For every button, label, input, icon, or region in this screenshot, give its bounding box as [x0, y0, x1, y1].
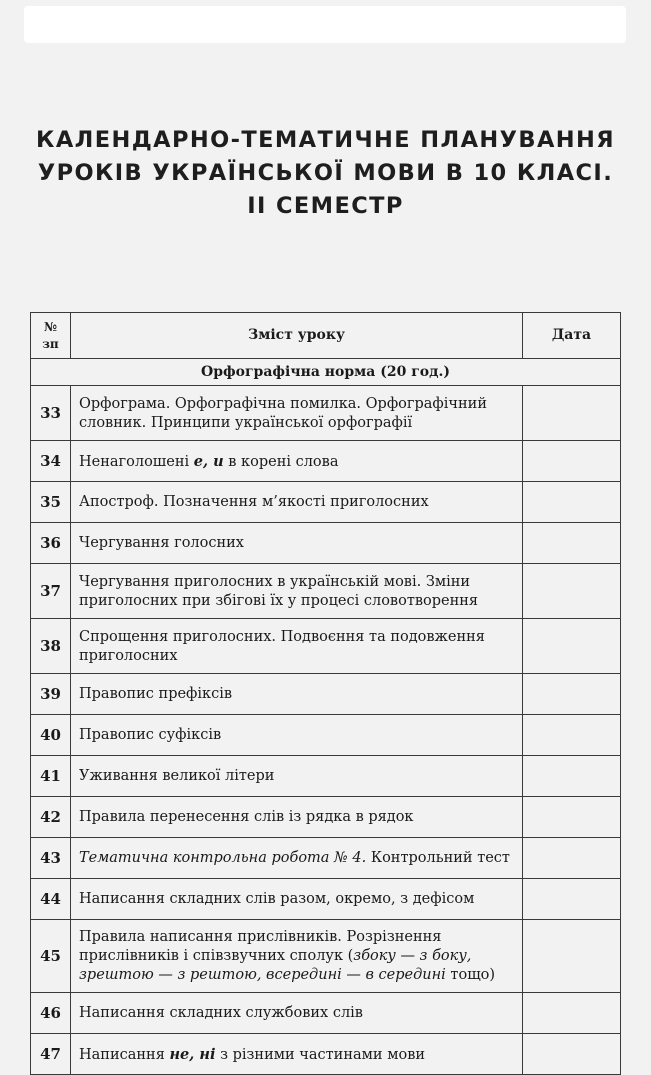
row-date [523, 482, 621, 523]
table-row [31, 879, 621, 920]
topic-text: тощо) [445, 967, 496, 983]
table-row [31, 1034, 621, 1075]
row-number: 33 [31, 386, 71, 441]
row-topic: Апостроф. Позначення м’якості приголосних [71, 482, 523, 523]
row-number: 35 [31, 482, 71, 523]
row-topic: Уживання великої літери [71, 756, 523, 797]
header-date: Дата [523, 313, 621, 359]
topic-emphasis: не, ні [169, 1045, 216, 1063]
header-topic: Зміст уроку [71, 313, 523, 359]
table-row [31, 797, 621, 838]
row-number: 39 [31, 674, 71, 715]
row-number: 43 [31, 838, 71, 879]
section-row [31, 359, 621, 386]
table-row [31, 619, 621, 674]
row-date [523, 386, 621, 441]
row-date [523, 564, 621, 619]
row-number: 46 [31, 993, 71, 1034]
header-number-sign: № [43, 319, 58, 334]
topic-text: Ненаголошені [79, 453, 194, 470]
page-title [0, 124, 651, 223]
row-date [523, 993, 621, 1034]
table-row [31, 441, 621, 482]
row-date [523, 441, 621, 482]
row-number: 38 [31, 619, 71, 674]
header-number-abbr: зп [42, 336, 59, 351]
row-topic: Написання складних службових слів [71, 993, 523, 1034]
table-row [31, 715, 621, 756]
topic-italic: збоку — з боку, [353, 948, 472, 964]
table-header-row [31, 313, 621, 359]
row-topic: Правопис префіксів [71, 674, 523, 715]
row-date [523, 674, 621, 715]
table-row [31, 674, 621, 715]
row-number: 47 [31, 1034, 71, 1075]
title-line-3: ІІ СЕМЕСТР [247, 193, 404, 219]
topic-emphasis: е, и [193, 452, 224, 470]
topic-line: словник. Принципи української орфографії [79, 414, 413, 431]
topic-italic: Тематична контрольна робота № 4. [79, 850, 367, 866]
row-topic [71, 441, 523, 482]
row-topic [71, 838, 523, 879]
topic-text: в корені слова [223, 453, 339, 470]
table-row [31, 386, 621, 441]
row-number: 40 [31, 715, 71, 756]
table-row [31, 756, 621, 797]
row-topic [71, 386, 523, 441]
row-topic: Написання складних слів разом, окремо, з дефісом [71, 879, 523, 920]
header-number [31, 313, 71, 359]
row-date [523, 920, 621, 993]
topic-text: Контрольний тест [366, 850, 510, 866]
row-topic [71, 564, 523, 619]
title-line-2: УРОКІВ УКРАЇНСЬКОЇ МОВИ В 10 КЛАСІ. [37, 160, 614, 186]
topic-line: Орфограма. Орфографічна помилка. Орфографічний [79, 395, 487, 412]
row-topic: Правопис суфіксів [71, 715, 523, 756]
row-topic: Правила перенесення слів із рядка в рядок [71, 797, 523, 838]
top-bar [24, 6, 626, 43]
table-row [31, 523, 621, 564]
topic-line: приголосних при збігові їх у процесі словотворення [79, 592, 479, 609]
topic-line: Чергування приголосних в українській мові. Зміни [79, 573, 471, 590]
row-date [523, 619, 621, 674]
row-number: 36 [31, 523, 71, 564]
table-row [31, 564, 621, 619]
row-topic: Чергування голосних [71, 523, 523, 564]
row-topic [71, 920, 523, 993]
row-date [523, 756, 621, 797]
row-date [523, 523, 621, 564]
topic-line: Спрощення приголосних. Подвоєння та подовження [79, 628, 485, 645]
topic-text: Написання [79, 1046, 170, 1063]
topic-text: з різними частинами мови [215, 1046, 426, 1063]
row-topic [71, 1034, 523, 1075]
row-date [523, 797, 621, 838]
title-line-1: КАЛЕНДАРНО-ТЕМАТИЧНЕ ПЛАНУВАННЯ [36, 127, 615, 153]
section-title: Орфографічна норма (20 год.) [31, 359, 621, 386]
row-number: 41 [31, 756, 71, 797]
row-number: 45 [31, 920, 71, 993]
row-date [523, 715, 621, 756]
topic-italic: зрештою — з рештою, всередині — в середині [79, 967, 446, 983]
row-date [523, 1034, 621, 1075]
table-row [31, 993, 621, 1034]
lesson-plan-table [30, 312, 621, 1075]
row-topic [71, 619, 523, 674]
table-row [31, 482, 621, 523]
row-number: 42 [31, 797, 71, 838]
row-number: 37 [31, 564, 71, 619]
table-row [31, 920, 621, 993]
topic-line: приголосних [79, 647, 178, 664]
table-row [31, 838, 621, 879]
row-date [523, 879, 621, 920]
row-number: 34 [31, 441, 71, 482]
row-number: 44 [31, 879, 71, 920]
row-date [523, 838, 621, 879]
topic-line: Правила написання прислівників. Розрізнення [79, 929, 442, 945]
topic-text: прислівників і співзвучних сполук ( [79, 948, 354, 964]
